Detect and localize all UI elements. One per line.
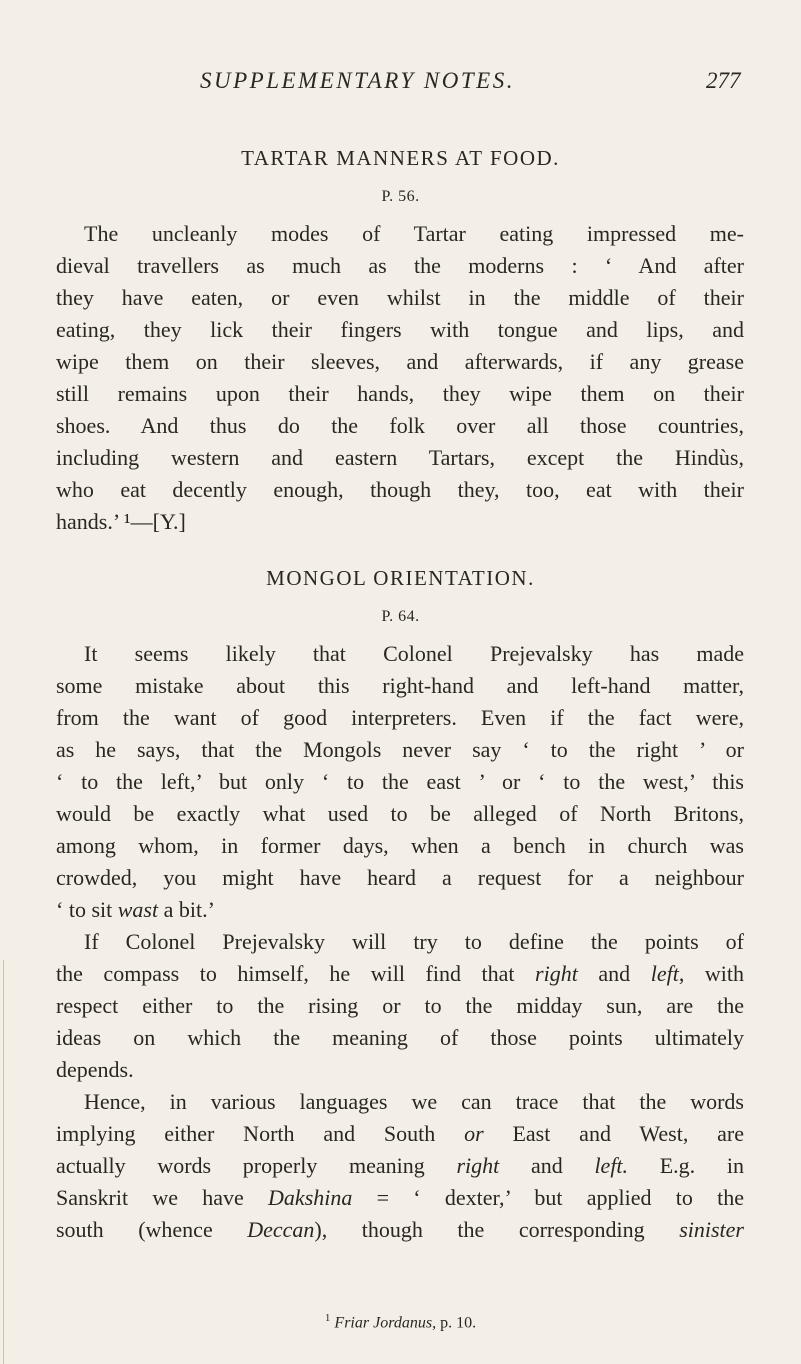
text-line: from the want of good interpreters. Even if the fact were,: [56, 705, 744, 730]
text-line: implying either North and South or East and West, are: [56, 1121, 744, 1146]
text-line: The uncleanly modes of Tartar eating impressed me-: [84, 221, 744, 246]
text-line: ‘ to the left,’ but only ‘ to the east ’ or ‘ to the west,’ this: [56, 769, 744, 794]
text-line: crowded, you might have heard a request for a neighbour: [56, 865, 744, 890]
footnote-mark: 1: [324, 1312, 331, 1324]
paragraph-orientation-1: [56, 638, 744, 926]
running-title: SUPPLEMENTARY NOTES.: [200, 68, 515, 93]
italic-word: left.: [594, 1153, 629, 1178]
section-heading-mongol-orientation: MONGOL ORIENTATION.: [266, 566, 535, 590]
italic-word: sinister: [679, 1217, 744, 1242]
text-line: It seems likely that Colonel Prejevalsky has made: [84, 641, 744, 666]
paragraph-orientation-3: [56, 1086, 744, 1246]
text-line: respect either to the rising or to the midday sun, are the: [56, 993, 744, 1018]
italic-word: left: [650, 961, 679, 986]
text-line: wipe them on their sleeves, and afterwards, if any grease: [56, 349, 744, 374]
text-line: still remains upon their hands, they wipe them on their: [56, 381, 744, 406]
text-line: they have eaten, or even whilst in the middle of their: [56, 285, 744, 310]
page-number: 277: [706, 68, 741, 93]
paragraph-tartar-manners: [56, 218, 744, 538]
text-line: hands.’ ¹—[Y.]: [56, 509, 186, 534]
text-line: as he says, that the Mongols never say ‘ to the right ’ or: [56, 737, 744, 762]
text-line: actually words properly meaning right and left. E.g. in: [56, 1153, 744, 1178]
footnote: [0, 1312, 801, 1332]
text-line: Hence, in various languages we can trace that the words: [84, 1089, 744, 1114]
text-line: the compass to himself, he will find that right and left, with: [56, 961, 744, 986]
italic-word: right: [535, 961, 578, 986]
text-line: dieval travellers as much as the moderns : ‘ And after: [56, 253, 744, 278]
gutter-shadow: [3, 960, 4, 1364]
text-line: who eat decently enough, though they, too, eat with their: [56, 477, 744, 502]
paragraph-orientation-2: [56, 926, 744, 1086]
italic-word: or: [464, 1121, 484, 1146]
italic-word: wast: [117, 897, 159, 922]
text-line: If Colonel Prejevalsky will try to define the points of: [84, 929, 744, 954]
italic-word: Dakshina: [268, 1185, 353, 1210]
text-line: south (whence Deccan), though the corresponding sinister: [56, 1217, 744, 1242]
text-line: some mistake about this right-hand and left-hand matter,: [56, 673, 744, 698]
text-line: depends.: [56, 1057, 134, 1082]
text-line: would be exactly what used to be alleged of North Britons,: [56, 801, 744, 826]
italic-word: right: [456, 1153, 500, 1178]
text-line: Sanskrit we have Dakshina = ‘ dexter,’ but applied to the: [56, 1185, 744, 1210]
text-line: ‘ to sit wast a bit.’: [56, 897, 215, 922]
text-line: including western and eastern Tartars, except the Hindùs,: [56, 445, 744, 470]
italic-word: Deccan: [247, 1217, 315, 1242]
page-reference: P. 64.: [381, 608, 420, 625]
text-line: eating, they lick their fingers with tongue and lips, and: [56, 317, 744, 342]
footnote-title: Friar Jordanus: [334, 1314, 433, 1332]
text-line: shoes. And thus do the folk over all those countries,: [56, 413, 744, 438]
text-line: among whom, in former days, when a bench in church was: [56, 833, 744, 858]
text-line: ideas on which the meaning of those points ultimately: [56, 1025, 744, 1050]
footnote-ref: , p. 10.: [432, 1314, 477, 1332]
page-reference: P. 56.: [381, 188, 420, 205]
section-heading-tartar-manners: TARTAR MANNERS AT FOOD.: [241, 146, 560, 170]
